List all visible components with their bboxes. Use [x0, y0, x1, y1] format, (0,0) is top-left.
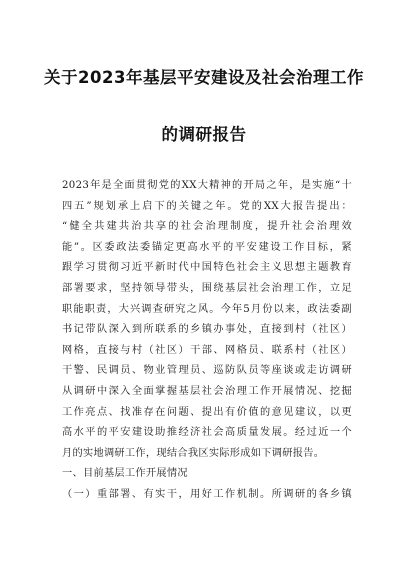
document-title-line-1: 关于2023年基层平安建设及社会治理工作: [44, 68, 364, 87]
section-heading-1: 一、目前基层工作开展情况: [62, 468, 188, 480]
body-line-12: 工作亮点、找准存在问题、提出有价值的意见建议，以更: [62, 406, 352, 418]
body-line-13: 高水平的平安建设助推经济社会高质量发展。经过近一个: [62, 427, 352, 439]
body-line-4: 能”。区委政法委锚定更高水平的平安建设工作目标，紧: [62, 241, 352, 253]
body-line-6: 部署要求，坚持领导带头，围绕基层社会治理工作，立足: [62, 282, 352, 294]
body-line-14: 月的实地调研工作，现结合我区实际形成如下调研报告。: [62, 447, 325, 459]
document-body: [62, 176, 352, 506]
body-line-1: 2023年是全面贯彻党的XX大精神的开局之年，是实施“十: [62, 180, 352, 191]
body-line-8: 书记带队深入到所联系的乡镇办事处，直接到村（社区）: [62, 324, 352, 336]
body-line-11: 从调研中深入全面掌握基层社会治理工作开展情况、挖掘: [62, 385, 352, 397]
body-line-9: 网格，直接与村（社区）干部、网格员、联系村（社区）: [62, 344, 352, 356]
body-line-3: “健全共建共治共享的社会治理制度，提升社会治理效: [62, 221, 352, 233]
body-line-10: 干警、民调员、物业管理员、巡防队员等座谈或走访调研: [62, 365, 352, 377]
document-title-line-2: 的调研报告: [161, 125, 247, 144]
body-line-5: 跟学习贯彻习近平新时代中国特色社会主义思想主题教育: [62, 262, 352, 274]
body-line-16: （一）重部署、有实干，用好工作机制。所调研的各乡镇: [62, 488, 352, 500]
body-line-7: 职能职责，大兴调查研究之风。今年5月份以来，政法委副: [62, 303, 352, 315]
body-line-2: 四五”规划承上启下的关键之年。党的XX大报告提出：: [62, 200, 352, 212]
